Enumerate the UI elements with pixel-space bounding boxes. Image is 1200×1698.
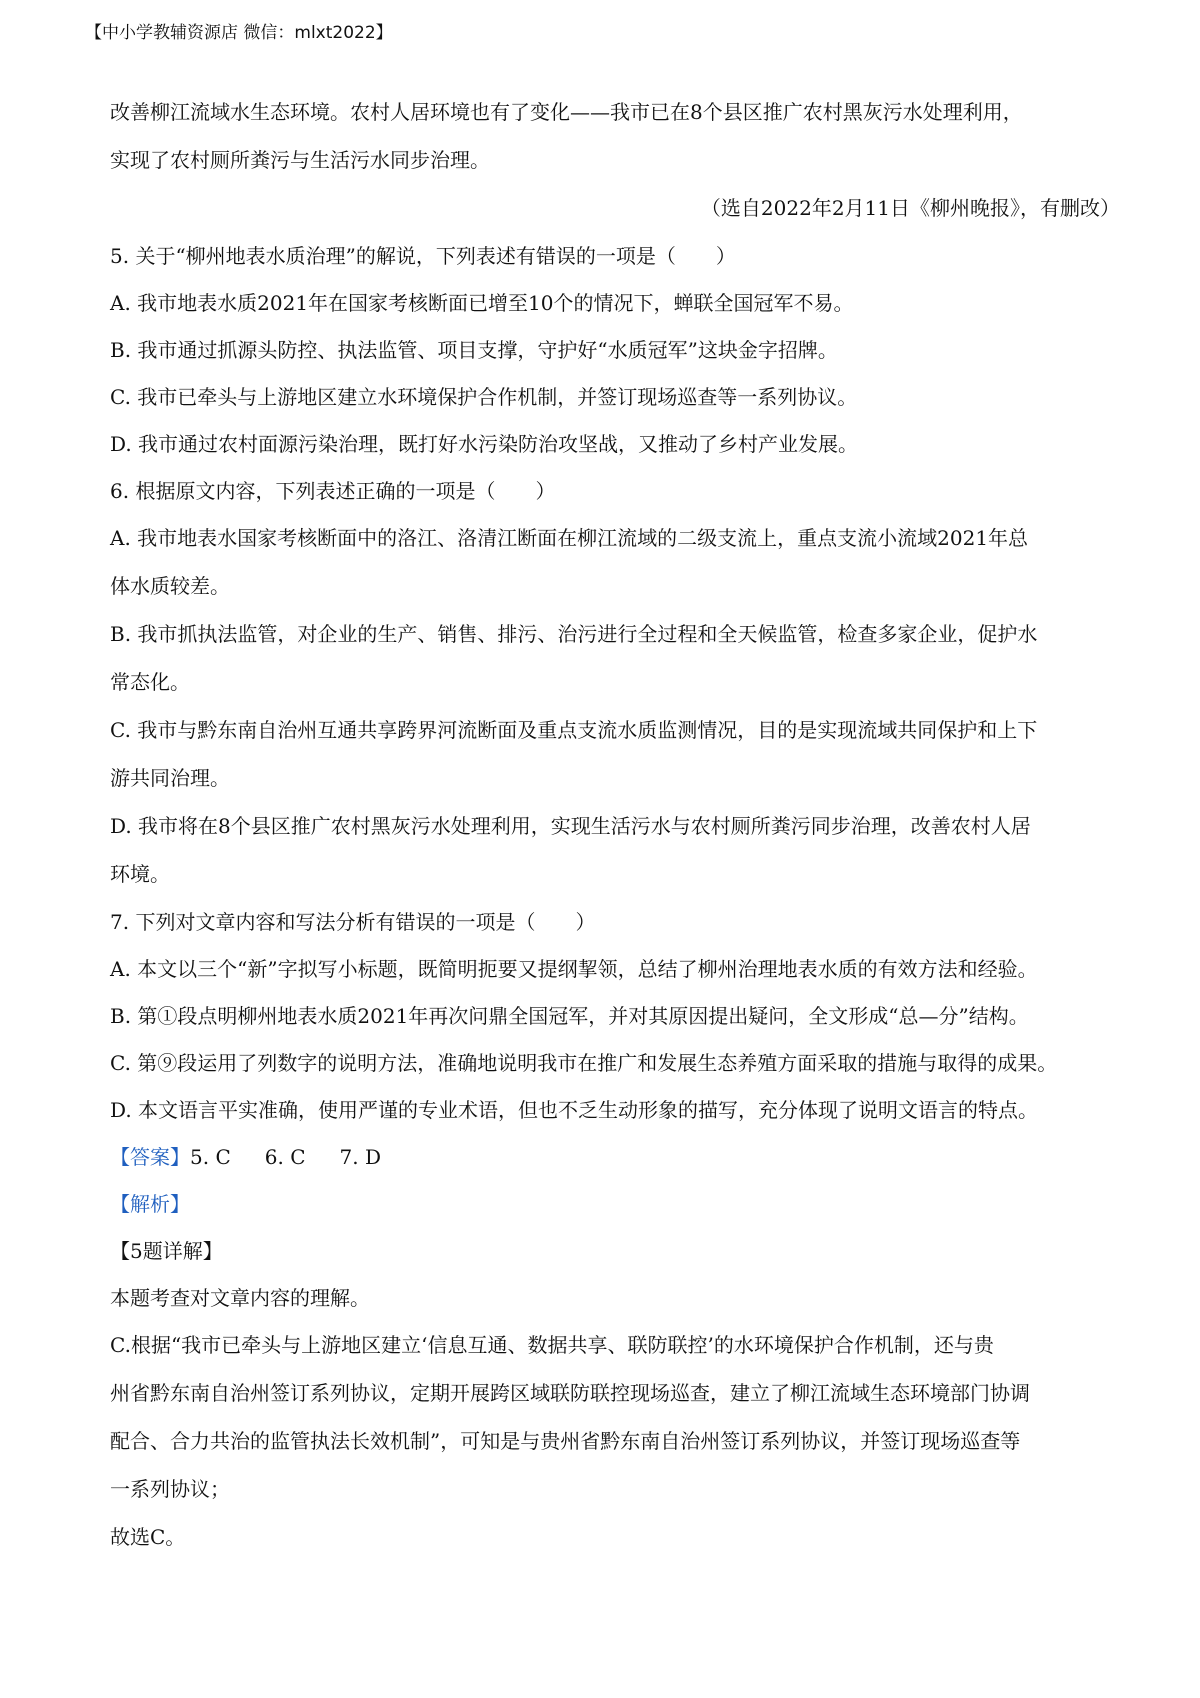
question-5-option: D. 我市通过农村面源污染治理，既打好水污染防治攻坚战，又推动了乡村产业发展。 — [110, 432, 859, 456]
answer-item: 5. C — [190, 1145, 231, 1169]
question-7-option: B. 第①段点明柳州地表水质2021年再次问鼎全国冠军，并对其原因提出疑问，全文形成“总—分”结构。 — [110, 1004, 1029, 1028]
question-5-stem: 5. 关于“柳州地表水质治理”的解说，下列表述有错误的一项是（ ） — [110, 244, 736, 268]
question-6-option-cont: 游共同治理。 — [110, 766, 230, 790]
answer-item: 6. C — [264, 1145, 306, 1169]
analysis-line: 配合、合力共治的监管执法长效机制”，可知是与贵州省黔东南自治州签订系列协议，并签订现场巡查等 — [110, 1429, 1021, 1453]
page-header: 【中小学教辅资源店 微信：mlxt2022】 — [85, 23, 393, 43]
question-5-option: B. 我市通过抓源头防控、执法监管、项目支撑，守护好“水质冠军”这块金字招牌。 — [110, 338, 838, 362]
question-6-option: B. 我市抓执法监管，对企业的生产、销售、排污、治污进行全过程和全天候监管，检查多家企业，促护水 — [110, 622, 1038, 646]
answer-row — [110, 1140, 1120, 1187]
question-5-option: C. 我市已牵头与上游地区建立水环境保护合作机制，并签订现场巡查等一系列协议。 — [110, 385, 858, 409]
document-body — [110, 95, 1120, 1568]
passage-source: （选自2022年2月11日《柳州晚报》，有删改） — [700, 196, 1120, 220]
passage-line: 改善柳江流域水生态环境。农村人居环境也有了变化——我市已在8个县区推广农村黑灰污水处理利用， — [110, 100, 1023, 124]
question-6-option-cont: 体水质较差。 — [110, 574, 230, 598]
question-7-option: C. 第⑨段运用了列数字的说明方法，准确地说明我市在推广和发展生态养殖方面采取的措施与取得的成果。 — [110, 1051, 1058, 1075]
detail-title: 【5题详解】 — [110, 1239, 223, 1263]
question-6-option: C. 我市与黔东南自治州互通共享跨界河流断面及重点支流水质监测情况，目的是实现流域共同保护和上下 — [110, 718, 1038, 742]
question-6-option: D. 我市将在8个县区推广农村黑灰污水处理利用，实现生活污水与农村厕所粪污同步治理，改善农村人居 — [110, 814, 1031, 838]
question-6-option: A. 我市地表水国家考核断面中的洛江、洛清江断面在柳江流域的二级支流上，重点支流小流域2021年总 — [110, 526, 1029, 550]
passage-line: 实现了农村厕所粪污与生活污水同步治理。 — [110, 148, 490, 172]
answer-label: 【答案】 — [110, 1145, 190, 1169]
analysis-line: 本题考查对文章内容的理解。 — [110, 1286, 370, 1310]
analysis-line: 故选C。 — [110, 1525, 186, 1549]
question-7-option: D. 本文语言平实准确，使用严谨的专业术语，但也不乏生动形象的描写，充分体现了说明文语言的特点。 — [110, 1098, 1039, 1122]
question-7-option: A. 本文以三个“新”字拟写小标题，既简明扼要又提纲挈领，总结了柳州治理地表水质的有效方法和经验。 — [110, 957, 1038, 981]
analysis-label: 【解析】 — [110, 1192, 190, 1216]
analysis-line: 一系列协议； — [110, 1477, 230, 1501]
question-6-option-cont: 常态化。 — [110, 670, 190, 694]
answer-item: 7. D — [339, 1145, 381, 1169]
analysis-line: 州省黔东南自治州签订系列协议，定期开展跨区域联防联控现场巡查，建立了柳江流域生态环境部门协调 — [110, 1381, 1030, 1405]
analysis-line: C.根据“我市已牵头与上游地区建立‘信息互通、数据共享、联防联控’的水环境保护合作机制，还与贵 — [110, 1333, 994, 1357]
question-6-stem: 6. 根据原文内容，下列表述正确的一项是（ ） — [110, 479, 556, 503]
question-6-option-cont: 环境。 — [110, 862, 170, 886]
question-7-stem: 7. 下列对文章内容和写法分析有错误的一项是（ ） — [110, 910, 596, 934]
question-5-option: A. 我市地表水质2021年在国家考核断面已增至10个的情况下，蝉联全国冠军不易。 — [110, 291, 854, 315]
